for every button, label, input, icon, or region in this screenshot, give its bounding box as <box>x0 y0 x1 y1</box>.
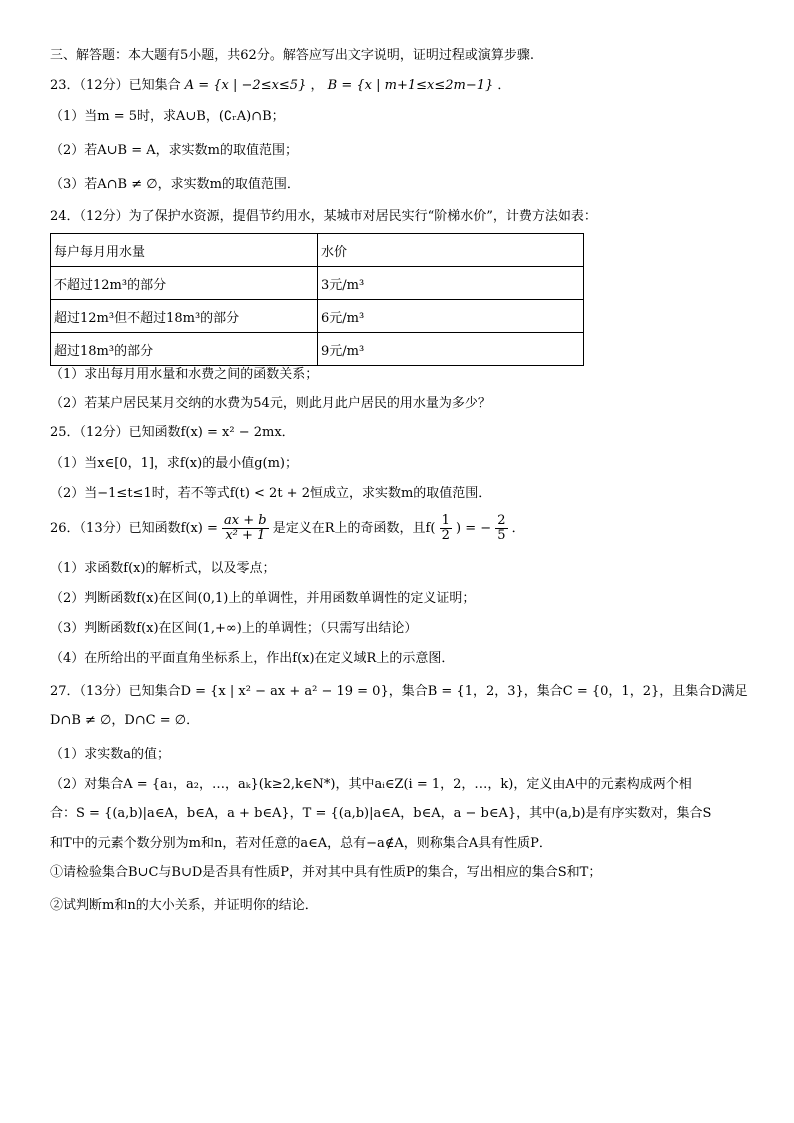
q23-stem-prefix: 23．（12分）已知集合 <box>50 78 181 93</box>
q26-stem-end: ． <box>511 521 525 536</box>
q27-part2-line1: （2）对集合A = {a₁，a₂，…，aₖ}(k≥2,k∈N*)，其中aᵢ∈Z(i = 1，2，…，k)，定义由A中的元素构成两个相 <box>50 777 692 792</box>
q26-stem <box>50 514 525 544</box>
water-price-table <box>50 233 584 366</box>
table-cell-usage: 超过12m³但不超过18m³的部分 <box>51 300 318 333</box>
q24-part1: （1）求出每月用水量和水费之间的函数关系； <box>50 367 319 382</box>
q27-sub1: ①请检验集合B∪C与B∪D是否具有性质P，并对其中具有性质P的集合，写出相应的集合S和T； <box>50 865 602 880</box>
q23-part2: （2）若A∪B = A，求实数m的取值范围； <box>50 143 298 158</box>
q27-part2-line3: 和T中的元素个数分别为m和n，若对任意的a∈A，总有−a∉A，则称集合A具有性质P． <box>50 836 552 851</box>
q27-part2-line2: 合：S = {(a,b)|a∈A，b∈A，a + b∈A}，T = {(a,b)|a∈A，b∈A，a − b∈A}，其中(a,b)是有序实数对，集合S <box>50 806 712 821</box>
q26-stem-eq: ) = − <box>455 521 492 536</box>
table-header-price: 水价 <box>318 234 584 267</box>
q23-sep: ， <box>310 78 324 93</box>
table-header-row <box>51 234 584 267</box>
q27-part1: （1）求实数a的值； <box>50 747 171 762</box>
q23-set-a: A = {x | −2≤x≤5} <box>184 78 307 93</box>
table-cell-usage: 不超过12m³的部分 <box>51 267 318 300</box>
q23-stem <box>50 77 510 95</box>
q23-part3: （3）若A∩B ≠ ∅，求实数m的取值范围． <box>50 177 300 192</box>
q25-stem: 25．（12分）已知函数f(x) = x² − 2mx． <box>50 425 295 440</box>
table-row <box>51 267 584 300</box>
q27-line1: 27．（13分）已知集合D = {x | x² − ax + a² − 19 = 0}，集合B = {1，2，3}，集合C = {0，1，2}，且集合D满足 <box>50 684 748 699</box>
q26-fraction-numerator: ax + b <box>224 513 267 528</box>
table-cell-price: 9元/m³ <box>318 333 584 366</box>
table-row <box>51 300 584 333</box>
q26-part3: （3）判断函数f(x)在区间(1,+∞)上的单调性；（只需写出结论） <box>50 621 418 636</box>
table-header-usage: 每户每月用水量 <box>51 234 318 267</box>
q26-part4: （4）在所给出的平面直角坐标系上，作出f(x)在定义域R上的示意图． <box>50 651 455 666</box>
q23-set-b: B = {x | m+1≤x≤2m−1} <box>327 78 494 93</box>
q26-value-numerator: 2 <box>497 513 506 528</box>
q26-part2: （2）判断函数f(x)在区间(0,1)上的单调性，并用函数单调性的定义证明； <box>50 591 476 606</box>
q26-value-denominator: 5 <box>497 528 506 543</box>
q26-fraction-denominator: x² + 1 <box>225 528 266 543</box>
q26-half-denominator: 2 <box>441 528 450 543</box>
q26-half-fraction <box>440 514 452 543</box>
q24-part2: （2）若某户居民某月交纳的水费为54元，则此月此户居民的用水量为多少？ <box>50 396 491 411</box>
q26-function-fraction <box>222 514 269 543</box>
q26-half-numerator: 1 <box>441 513 450 528</box>
q24-stem: 24．（12分）为了保护水资源，提倡节约用水，某城市对居民实行“阶梯水价”，计费方法如表： <box>50 209 597 224</box>
q23-stem-end: ． <box>497 78 511 93</box>
q23-part1: （1）当m = 5时，求A∪B，(∁ᵣA)∩B； <box>50 109 285 124</box>
q27-sub2: ②试判断m和n的大小关系，并证明你的结论． <box>50 898 318 913</box>
q25-part1: （1）当x∈[0，1]，求f(x)的最小值g(m)； <box>50 456 298 471</box>
table-cell-price: 6元/m³ <box>318 300 584 333</box>
table-row <box>51 333 584 366</box>
q25-part2: （2）当−1≤t≤1时，若不等式f(t) < 2t + 2恒成立，求实数m的取值范围． <box>50 486 492 501</box>
table-cell-price: 3元/m³ <box>318 267 584 300</box>
q26-stem-prefix: 26．（13分）已知函数f(x) = <box>50 521 218 536</box>
q26-part1: （1）求函数f(x)的解析式，以及零点； <box>50 561 276 576</box>
q26-value-fraction <box>495 514 507 543</box>
section-heading: 三、解答题：本大题有5小题，共62分。解答应写出文字说明，证明过程或演算步骤. <box>50 48 534 63</box>
q26-stem-mid: 是定义在R上的奇函数，且f( <box>272 521 436 536</box>
table-cell-usage: 超过18m³的部分 <box>51 333 318 366</box>
q27-line2: D∩B ≠ ∅，D∩C = ∅． <box>50 713 200 728</box>
